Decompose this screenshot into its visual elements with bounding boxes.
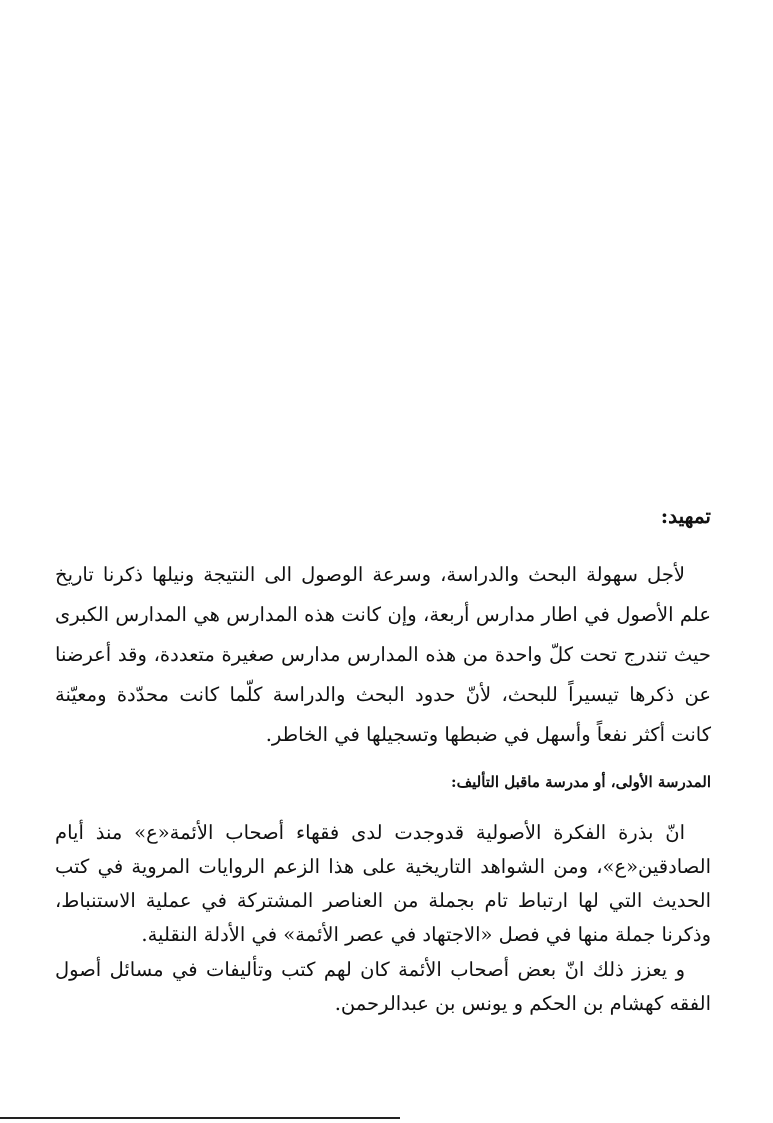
section-heading: تمهيد: <box>660 504 711 528</box>
subsection-paragraph-1: انّ بذرة الفكرة الأصولية قدوجدت لدى فقهاء أصحاب الأئمة«ع» منذ أيام الصادقين«ع»، ومن الشواهد التاريخية على هذا الزعم الروايات المروية في كتب الحديث التي لها ارتباط تام بجملة من العناصر المشتركة في عملية الاستنباط، وذكرنا جملة منها في فصل «الاجتهاد في عصر الأئمة» في الأدلة النقلية. <box>55 821 711 946</box>
page-bottom-rule <box>0 1117 400 1119</box>
intro-paragraph: لأجل سهولة البحث والدراسة، وسرعة الوصول الى النتيجة ونيلها ذكرنا تاريخ علم الأصول في اطار مدارس أربعة، وإن كانت هذه المدارس هي المدارس الكبرى حيث تندرج تحت كلّ واحدة من هذه المدارس مدارس صغيرة متعددة، وقد أعرضنا عن ذكرها تيسيراً للبحث، لأنّ حدود البحث والدراسة كلّما كانت محدّدة ومعيّنة كانت أكثر نفعاً وأسهل في ضبطها وتسجيلها في الخاطر. <box>55 563 711 746</box>
subsection-paragraph-2: و يعزز ذلك انّ بعض أصحاب الأئمة كان لهم كتب وتأليفات في مسائل أصول الفقه كهشام بن الحكم و يونس بن عبدالرحمن. <box>55 958 711 1015</box>
subsection-heading: المدرسة الأولى، أو مدرسة ماقبل التأليف: <box>451 773 711 791</box>
